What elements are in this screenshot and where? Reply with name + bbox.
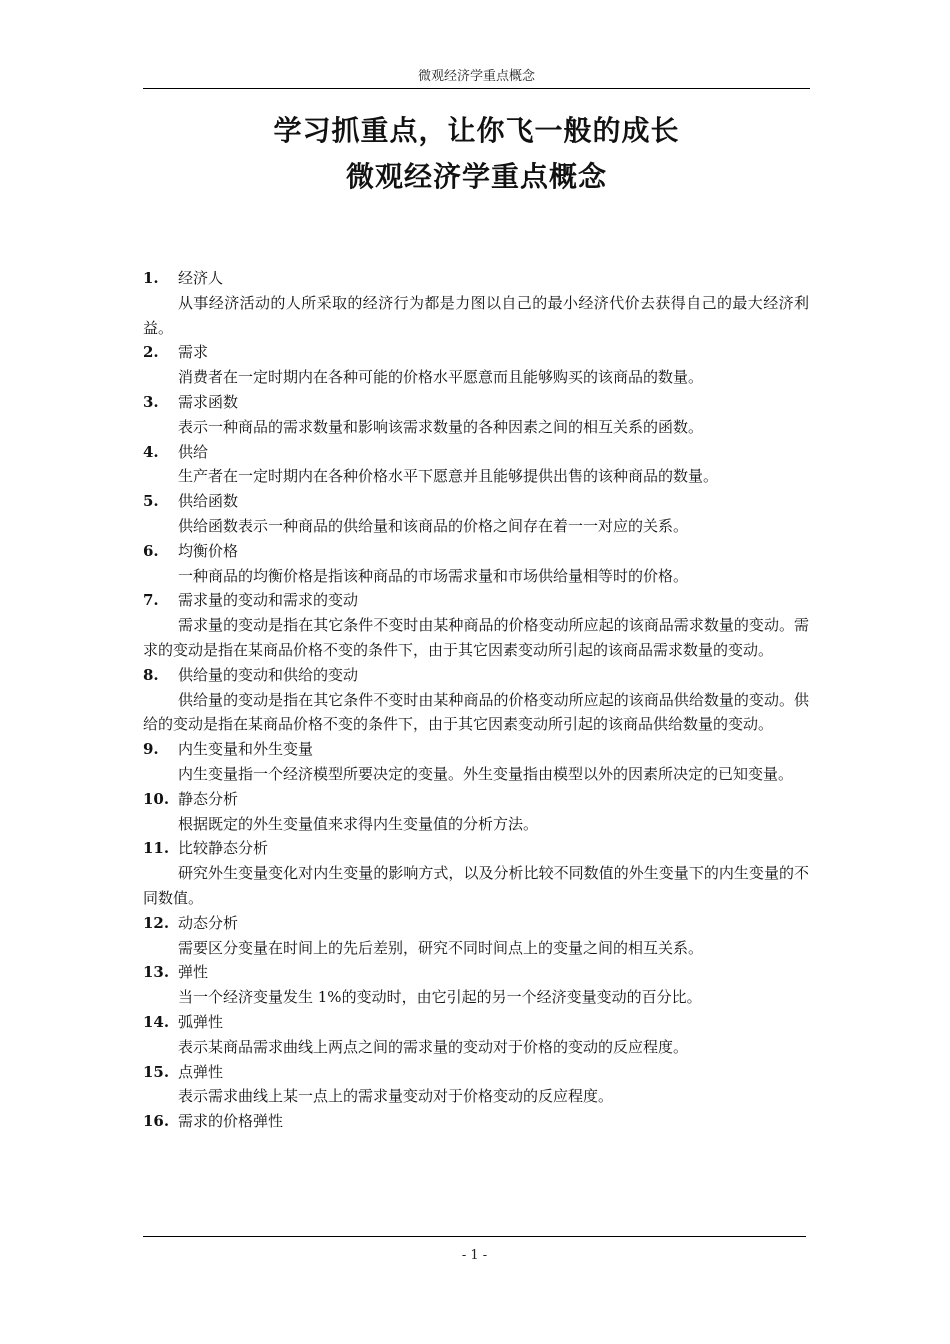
concept-heading [143,836,809,861]
concept-item [143,489,809,539]
concept-item [143,911,809,961]
concept-definition: 从事经济活动的人所采取的经济行为都是力图以自己的最小经济代价去获得自己的最大经济利益。 [143,293,809,337]
concept-definition: 需要区分变量在时间上的先后差别，研究不同时间点上的变量之间的相互关系。 [178,938,704,957]
concept-number: 8. [143,665,159,684]
concept-definition: 表示需求曲线上某一点上的需求量变动对于价格变动的反应程度。 [178,1087,614,1106]
concept-term: 需求的价格弹性 [178,1112,284,1131]
concept-definition: 研究外生变量变化对内生变量的影响方式，以及分析比较不同数值的外生变量下的内生变量的不同数值。 [143,864,809,907]
concept-term: 需求 [178,343,209,362]
concept-item [143,440,809,490]
concept-heading [143,440,809,465]
concept-term: 弧弹性 [178,1012,224,1031]
concept-definition: 表示某商品需求曲线上两点之间的需求量的变动对于价格的变动的反应程度。 [178,1037,689,1056]
concept-number: 2. [143,343,159,362]
concept-definition: 供给量的变动是指在其它条件不变时由某种商品的价格变动所应起的该商品供给数量的变动。供给的变动是指在某商品价格不变的条件下，由于其它因素变动所引起的该商品供给数量的变动。 [143,690,809,734]
concept-heading [143,787,809,812]
concept-item [143,787,809,837]
concept-number: 1. [143,269,159,287]
concept-item [143,1060,809,1110]
concept-number: 13. [143,963,170,982]
concept-number: 7. [143,591,159,610]
concept-number: 11. [143,839,170,858]
page-number: - 1 - [461,1248,488,1263]
concept-heading [143,539,809,564]
concept-heading [143,390,809,415]
concept-item [143,737,809,787]
concept-number: 16. [143,1112,170,1131]
concept-definition: 供给函数表示一种商品的供给量和该商品的价格之间存在着一一对应的关系。 [178,516,689,535]
concept-item [143,539,809,589]
concept-heading [143,663,809,688]
concept-item [143,266,809,340]
concept-item [143,588,809,662]
concept-item [143,390,809,440]
concept-item [143,1109,809,1134]
concept-term: 均衡价格 [178,541,239,560]
concept-heading [143,960,809,985]
concept-heading [143,1010,809,1035]
concept-term: 点弹性 [178,1062,224,1081]
concept-number: 10. [143,789,170,808]
title-line-2: 微观经济学重点概念 [345,160,607,193]
concept-number: 14. [143,1012,170,1031]
concept-term: 供给量的变动和供给的变动 [178,665,359,684]
concept-number: 6. [143,541,159,560]
concept-term: 静态分析 [178,789,239,808]
concept-heading [143,340,809,365]
concept-term: 供给函数 [178,492,239,511]
concept-heading [143,911,809,936]
concept-number: 15. [143,1062,170,1081]
concept-term: 经济人 [178,269,224,287]
title-line-1: 学习抓重点，让你飞一般的成长 [273,114,680,147]
concept-definition: 生产者在一定时期内在各种价格水平下愿意并且能够提供出售的该种商品的数量。 [178,467,719,486]
document-title [143,108,810,200]
concept-heading [143,737,809,762]
footer-rule [143,1236,806,1237]
concept-heading [143,489,809,514]
concept-item [143,1010,809,1060]
concept-item [143,836,809,910]
concept-definition: 表示一种商品的需求数量和影响该需求数量的各种因素之间的相互关系的函数。 [178,417,704,436]
concept-term: 需求量的变动和需求的变动 [178,591,359,610]
concept-number: 4. [143,442,159,461]
concept-definition: 当一个经济变量发生 1%的变动时，由它引起的另一个经济变量变动的百分比。 [178,988,702,1007]
concept-term: 弹性 [178,963,209,982]
concept-term: 供给 [178,442,209,461]
concept-definition: 内生变量指一个经济模型所要决定的变量。外生变量指由模型以外的因素所决定的已知变量。 [178,764,794,783]
concept-heading [143,1060,809,1085]
concept-list [143,266,809,1134]
concept-number: 3. [143,392,159,411]
concept-heading [143,588,809,613]
concept-number: 12. [143,913,170,932]
concept-definition: 根据既定的外生变量值来求得内生变量值的分析方法。 [178,814,539,833]
concept-number: 5. [143,492,159,511]
concept-item [143,340,809,390]
concept-item [143,663,809,737]
concept-term: 内生变量和外生变量 [178,740,314,759]
concept-definition: 需求量的变动是指在其它条件不变时由某种商品的价格变动所应起的该商品需求数量的变动。需求的变动是指在某商品价格不变的条件下，由于其它因素变动所引起的该商品需求数量的变动。 [143,616,809,659]
concept-term: 动态分析 [178,913,239,932]
concept-number: 9. [143,740,159,759]
concept-heading [143,266,809,291]
running-header: 微观经济学重点概念 [143,66,810,89]
concept-term: 比较静态分析 [178,839,269,858]
concept-definition: 一种商品的均衡价格是指该种商品的市场需求量和市场供给量相等时的价格。 [178,566,689,585]
concept-heading [143,1109,809,1134]
concept-term: 需求函数 [178,392,239,411]
concept-item [143,960,809,1010]
concept-definition: 消费者在一定时期内在各种可能的价格水平愿意而且能够购买的该商品的数量。 [178,368,704,387]
